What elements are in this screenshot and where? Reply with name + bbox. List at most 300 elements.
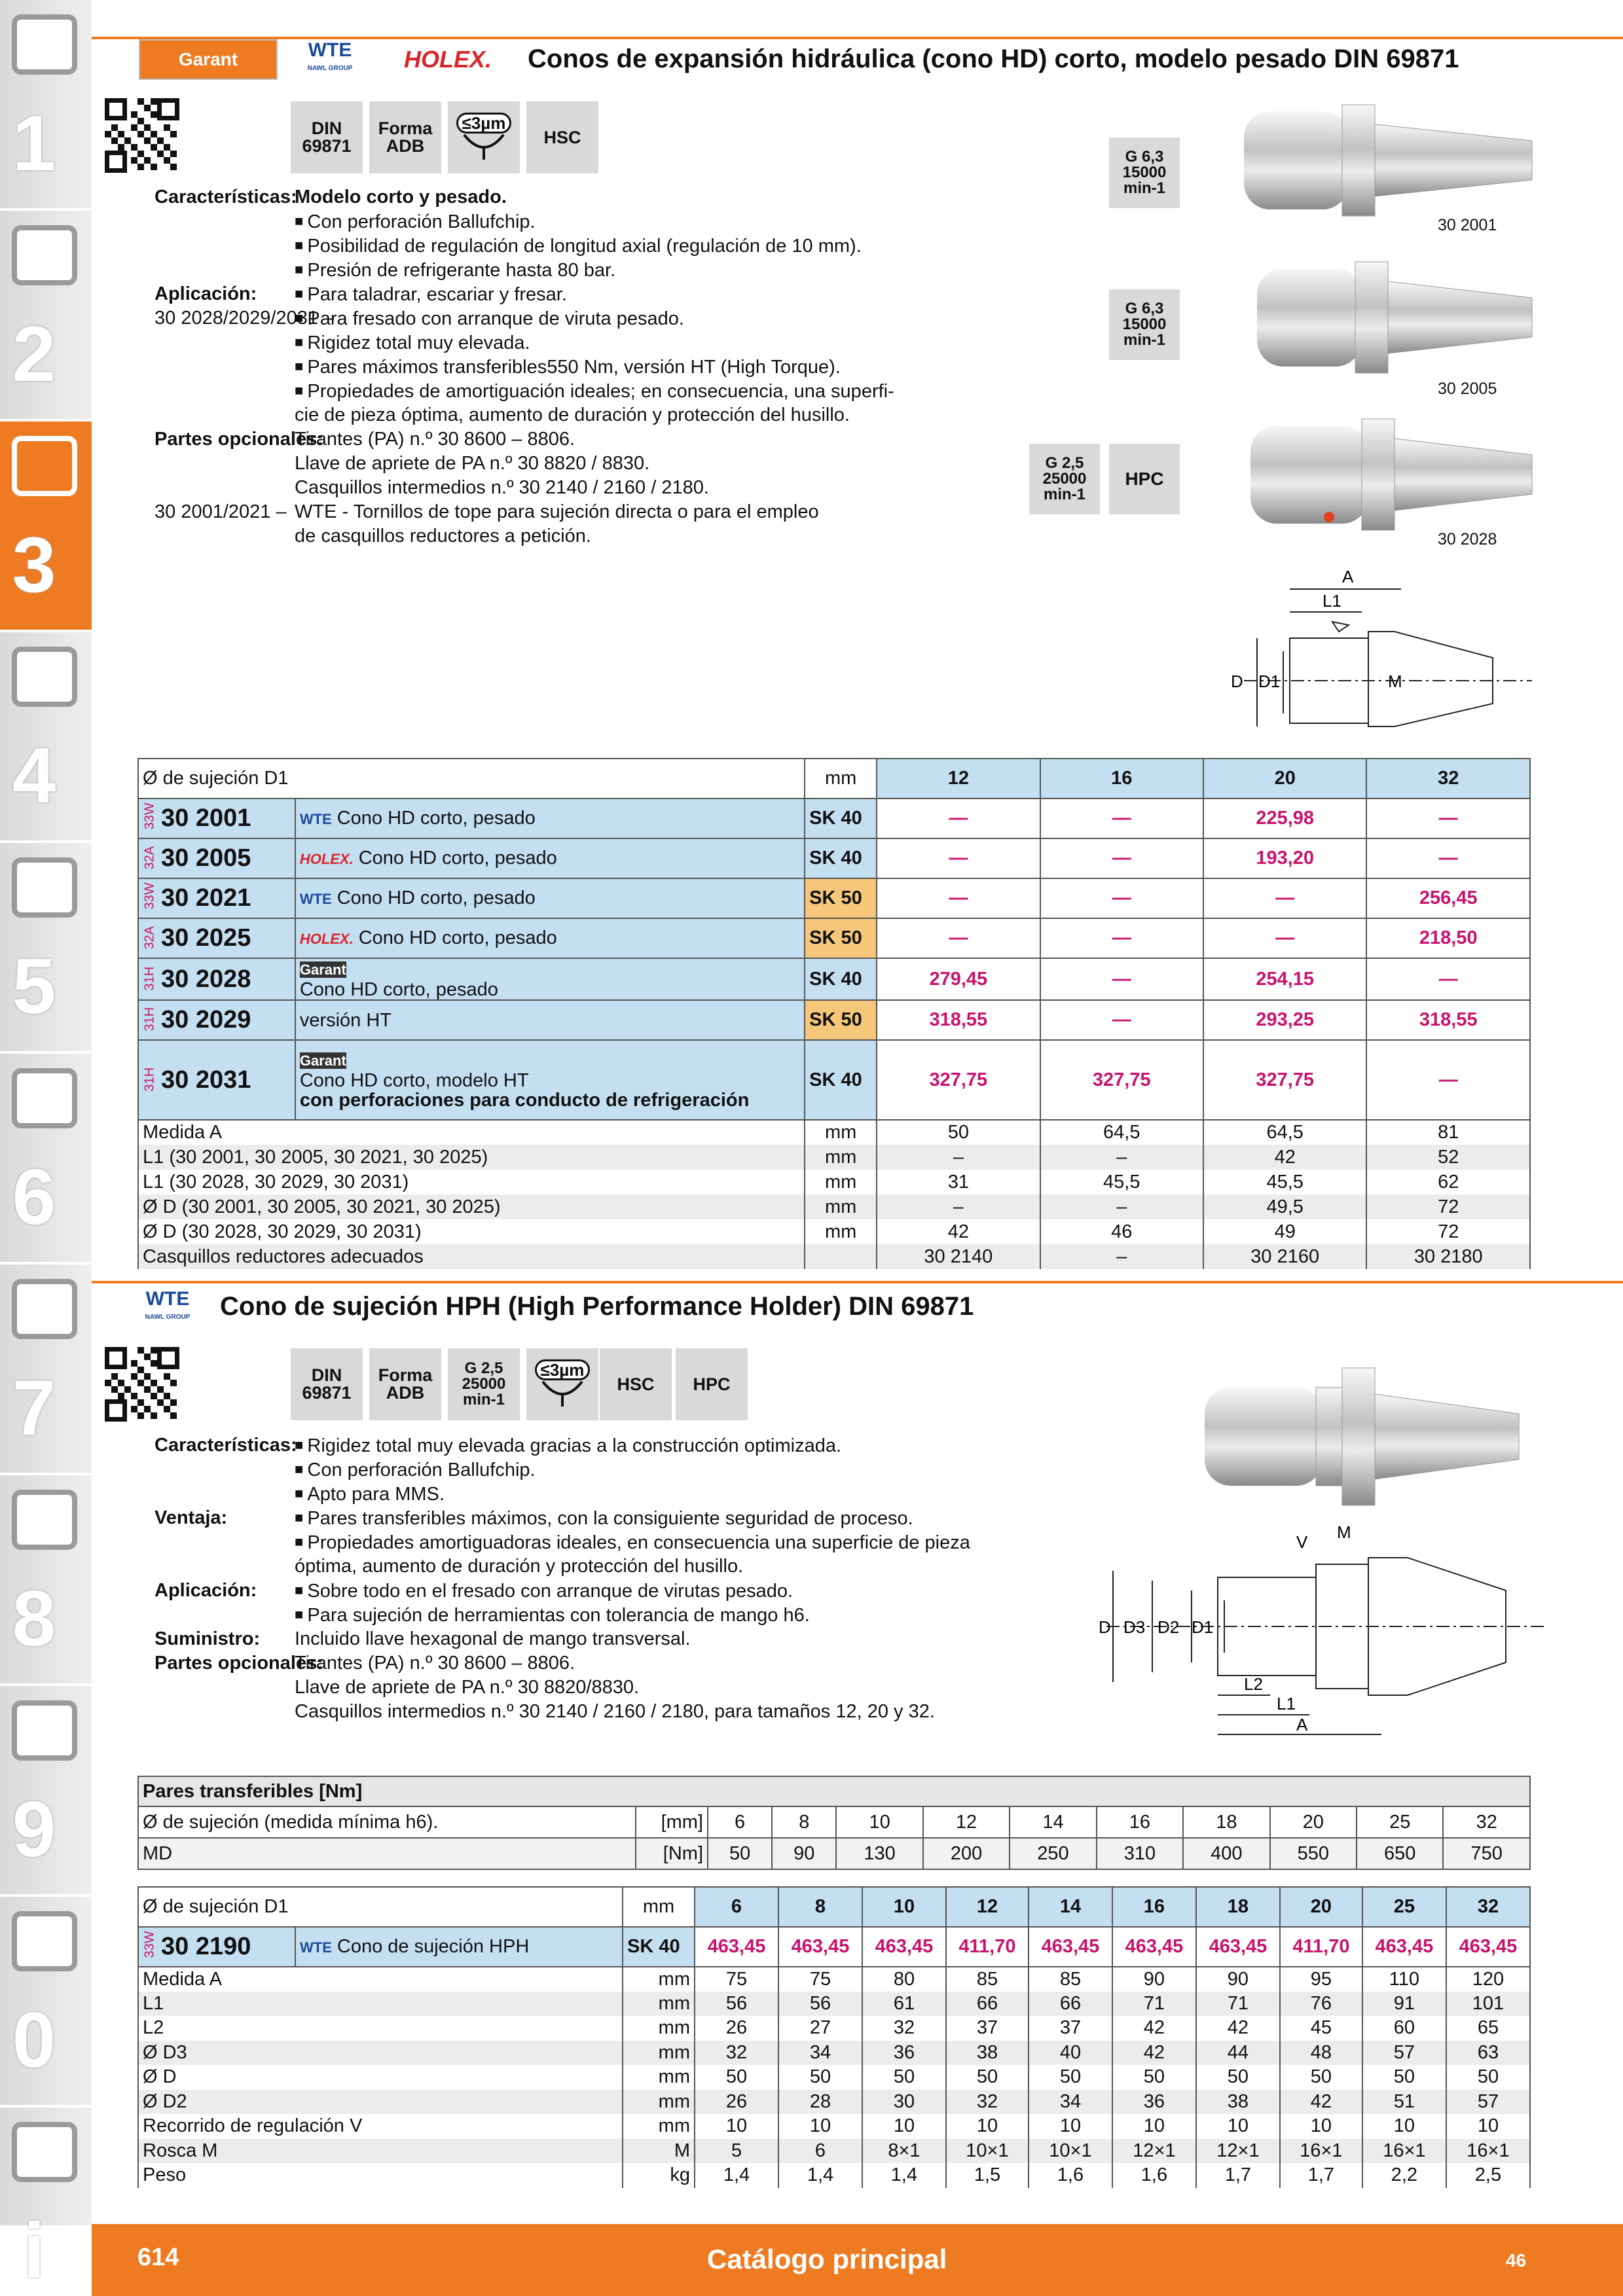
- dimension-value: 50: [877, 1120, 1040, 1145]
- product-description: Cono HD corto, pesado: [299, 979, 498, 1000]
- dimension-value: 85: [1029, 1967, 1112, 1992]
- dimension-value: 10×1: [1029, 2139, 1112, 2164]
- wte-logo: [300, 39, 360, 80]
- header-col: 20: [1280, 1887, 1362, 1927]
- chapter-number: 6: [12, 1153, 56, 1241]
- dimension-unit: mm: [805, 1194, 877, 1219]
- page-number: 614: [137, 2244, 179, 2271]
- price-code: 33W: [142, 1931, 157, 1958]
- product-description: Cono HD corto, modelo HT: [299, 1070, 529, 1091]
- safety-glasses-icon: [12, 1911, 77, 1971]
- dimension-row: [138, 1244, 1530, 1269]
- dimension-label: Ø D3: [138, 2041, 623, 2066]
- article-cell: [138, 878, 295, 918]
- speed-badge-1-text: G 6,3 15000 min-1: [1122, 148, 1167, 197]
- drill-icon: [12, 14, 77, 75]
- dimension-value: 66: [946, 1992, 1029, 2017]
- header-col: 20: [1203, 759, 1366, 798]
- feature-text: Tirantes (PA) n.º 30 8600 – 8806.: [295, 1653, 575, 1674]
- price-cell: 463,45: [778, 1927, 862, 1967]
- torque-row: [138, 1806, 1530, 1838]
- article-cell: [138, 838, 295, 878]
- dimension-value: 10: [1446, 2114, 1530, 2139]
- dimension-value: 57: [1446, 2090, 1530, 2115]
- header-col: 25: [1362, 1887, 1446, 1927]
- taper-size: SK 40: [805, 958, 877, 1000]
- torque-value: 32: [1443, 1806, 1530, 1838]
- header-col: 14: [1029, 1887, 1112, 1927]
- chapter-number: 7: [12, 1364, 56, 1452]
- dimension-value: 38: [1196, 2090, 1280, 2115]
- dimension-value: 45,5: [1203, 1170, 1366, 1194]
- chapter-tab-7[interactable]: [0, 1265, 92, 1475]
- speed-badge-2-text: G 6,3 15000 min-1: [1122, 300, 1167, 349]
- sheet-number: 46: [1506, 2250, 1527, 2270]
- description-cell: [295, 838, 805, 878]
- dimension-row: [138, 1120, 1530, 1145]
- dimension-row: [138, 2114, 1530, 2139]
- header-col: 16: [1040, 759, 1203, 798]
- dimension-value: 32: [695, 2041, 778, 2066]
- dimension-value: 72: [1366, 1219, 1530, 1244]
- dimension-value: 8×1: [862, 2139, 946, 2164]
- dimension-unit: [805, 1244, 877, 1269]
- feature-text: ■ Pares máximos transferibles550 Nm, versión HT (High Torque).: [295, 355, 841, 379]
- feature-text: ■ Presión de refrigerante hasta 80 bar.: [295, 258, 615, 282]
- chapter-tab-1[interactable]: [0, 0, 92, 211]
- image-caption-1: 30 2001: [1438, 216, 1497, 234]
- feature-label: Características:: [155, 1435, 297, 1456]
- price-cell: 218,50: [1366, 918, 1530, 958]
- dimension-value: 16×1: [1362, 2139, 1446, 2164]
- feature-text: ■ Sobre todo en el fresado con arranque de virutas pesado.: [295, 1579, 793, 1603]
- speed-badge-1: [1109, 137, 1180, 208]
- taper-size: SK 50: [805, 878, 877, 918]
- dimension-row: [138, 1219, 1530, 1244]
- dimension-value: 63: [1446, 2041, 1530, 2066]
- feature-text: ■ Con perforación Ballufchip.: [295, 1458, 536, 1482]
- feature-text: Casquillos intermedios n.º 30 2140 / 2160 / 2180.: [295, 477, 709, 498]
- chapter-tab-i[interactable]: [0, 2108, 92, 2296]
- brand-logo: WTE: [300, 1939, 332, 1956]
- dimension-value: 36: [862, 2041, 946, 2066]
- drawing-d-label: D: [1231, 672, 1243, 691]
- chapter-tab-5[interactable]: [0, 843, 92, 1054]
- runout-badge: [448, 101, 520, 173]
- dimension-value: 12×1: [1112, 2139, 1196, 2164]
- dimension-row: [138, 1145, 1530, 1170]
- toolcase-icon: [12, 1490, 77, 1550]
- dimension-value: 50: [1446, 2065, 1530, 2090]
- torque-title-row: [138, 1776, 1530, 1806]
- header-col: 18: [1196, 1887, 1280, 1927]
- brand-logo: HOLEX.: [299, 930, 354, 947]
- dimension-value: 64,5: [1040, 1120, 1203, 1145]
- product-description: Cono HD corto, pesado: [358, 927, 557, 948]
- qr-code-2[interactable]: [105, 1347, 179, 1422]
- product-description-2: con perforaciones para conducto de refrigeración: [299, 1090, 750, 1111]
- price-code: 31H: [142, 1067, 157, 1091]
- speed-badge-3-text: G 2,5 25000 min-1: [1042, 454, 1087, 503]
- dimension-value: 110: [1362, 1967, 1446, 1992]
- product-image-302001: [1224, 92, 1539, 236]
- dimension-value: 75: [778, 1967, 862, 1992]
- dimension-row: [138, 2139, 1530, 2164]
- dimension-value: 26: [695, 2090, 778, 2115]
- torque-value: 20: [1270, 1806, 1357, 1838]
- table-row[interactable]: [138, 1000, 1530, 1040]
- torque-value: 12: [923, 1806, 1010, 1838]
- feature-label: Aplicación:: [155, 283, 257, 304]
- article-number[interactable]: 30 2190: [161, 1933, 251, 1960]
- chapter-number: 4: [12, 732, 56, 819]
- insert-icon: [12, 225, 77, 285]
- article-number[interactable]: 30 2031: [161, 1066, 251, 1094]
- dimension-row: [138, 2163, 1530, 2188]
- dimension-value: 2,2: [1362, 2163, 1446, 2188]
- chapter-tab-8[interactable]: [0, 1475, 92, 1686]
- table-row[interactable]: [138, 798, 1530, 838]
- dimension-value: 6: [778, 2139, 862, 2164]
- chapter-number: 9: [12, 1785, 56, 1873]
- torque-label: Ø de sujeción (medida mínima h6).: [138, 1806, 636, 1838]
- dimension-value: 10: [778, 2114, 862, 2139]
- dimension-label: Ø D: [138, 2065, 623, 2090]
- feature-text: ■ Propiedades de amortiguación ideales; en consecuencia, una superfi-: [295, 379, 894, 403]
- torque-value: 250: [1010, 1838, 1096, 1869]
- dimension-label: L1 (30 2001, 30 2005, 30 2021, 30 2025): [138, 1145, 805, 1170]
- price-cell: —: [1366, 838, 1530, 878]
- table-row[interactable]: [138, 958, 1530, 1000]
- feature-text: Llave de apriete de PA n.º 30 8820/8830.: [295, 1677, 640, 1698]
- qr-code[interactable]: [105, 98, 179, 173]
- article-cell: [138, 918, 295, 958]
- dimension-label: Rosca M: [138, 2139, 623, 2164]
- price-cell: 463,45: [1196, 1927, 1280, 1967]
- taper-size: SK 40: [805, 1040, 877, 1120]
- speed-badge-3: [1029, 444, 1100, 514]
- torque-value: 14: [1010, 1806, 1096, 1838]
- taper-size: SK 40: [805, 798, 877, 838]
- dimension-unit: mm: [623, 2114, 695, 2139]
- price-table-1: [137, 758, 1531, 1269]
- dimension-value: 56: [695, 1992, 778, 2017]
- speed-badge-2: [1109, 289, 1180, 360]
- feature-text: óptima, aumento de duración y protección del husillo.: [295, 1556, 744, 1577]
- article-cell: [138, 798, 295, 838]
- description-cell: [295, 958, 805, 1000]
- torque-value: 200: [923, 1838, 1010, 1869]
- dimension-unit: mm: [623, 1992, 695, 2017]
- dimension-value: 1,6: [1112, 2163, 1196, 2188]
- dimension-unit: mm: [805, 1145, 877, 1170]
- dimension-unit: mm: [623, 1967, 695, 1992]
- dimension-label: Ø D (30 2001, 30 2005, 30 2021, 30 2025): [138, 1194, 805, 1219]
- feature-text: de casquillos reductores a petición.: [295, 526, 591, 547]
- header-col: 32: [1446, 1887, 1530, 1927]
- dimension-value: 61: [862, 1992, 946, 2017]
- chapter-number: 2: [12, 310, 56, 398]
- chapter-tab-4[interactable]: [0, 632, 92, 843]
- brand-logo: Garant: [299, 961, 346, 978]
- chapter-number: 5: [12, 942, 56, 1030]
- chapter-tab-6[interactable]: [0, 1054, 92, 1265]
- dimension-label: L1: [138, 1992, 623, 2017]
- dimension-row: [138, 1967, 1530, 1992]
- feature-label: Características:: [155, 187, 297, 207]
- wrench-icon: [12, 1068, 77, 1128]
- dimension-value: 30 2160: [1203, 1244, 1366, 1269]
- runout-badge-2: [526, 1348, 598, 1420]
- dimension-value: 44: [1196, 2041, 1280, 2066]
- dimension-value: 10: [862, 2114, 946, 2139]
- dimension-value: 10: [1112, 2114, 1196, 2139]
- dimension-label: Medida A: [138, 1967, 623, 1992]
- price-code: 31H: [142, 966, 157, 990]
- dimension-value: –: [877, 1194, 1040, 1219]
- feature-text: Casquillos intermedios n.º 30 2140 / 2160 / 2180, para tamaños 12, 20 y 32.: [295, 1701, 935, 1722]
- feature-text: ■ Para sujeción de herramientas con tolerancia de mango h6.: [295, 1603, 810, 1627]
- dimension-value: 50: [946, 2065, 1029, 2090]
- dimension-value: 27: [778, 2016, 862, 2041]
- dimension-value: 42: [877, 1219, 1040, 1244]
- drawing2-d1-label: D1: [1192, 1617, 1214, 1637]
- dimension-value: 81: [1366, 1120, 1530, 1145]
- feature-label: Suministro:: [155, 1628, 261, 1649]
- g-badge-2: G 2,5 25000 min-1: [448, 1348, 520, 1420]
- torque-value: 90: [772, 1838, 836, 1869]
- dimension-value: 50: [778, 2065, 862, 2090]
- dimension-value: 10: [1029, 2114, 1112, 2139]
- drawing2-l2-label: L2: [1244, 1674, 1263, 1694]
- dimension-value: 42: [1203, 1145, 1366, 1170]
- dimension-label: L2: [138, 2016, 623, 2041]
- taper-size: SK 50: [805, 918, 877, 958]
- drawing2-d2-label: D2: [1158, 1617, 1180, 1637]
- taper-size: SK 50: [805, 1000, 877, 1040]
- product-description: versión HT: [299, 1009, 392, 1031]
- article-number[interactable]: 30 2025: [161, 924, 251, 952]
- header-label: Ø de sujeción D1: [138, 1887, 623, 1927]
- drawing-a-label: A: [1342, 567, 1354, 586]
- dimension-value: 42: [1196, 2016, 1280, 2041]
- feature-label: 30 2001/2021 –: [155, 501, 287, 522]
- header-col: 8: [778, 1887, 862, 1927]
- price-cell: 463,45: [1362, 1927, 1446, 1967]
- holex-logo: HOLEX.: [403, 46, 492, 73]
- table-row[interactable]: [138, 1040, 1530, 1120]
- torque-value: 8: [772, 1806, 836, 1838]
- article-cell: [138, 1000, 295, 1040]
- feature-text: cie de pieza óptima, aumento de duración y protección del husillo.: [295, 404, 850, 425]
- torque-value: 550: [1270, 1838, 1357, 1869]
- runout-icon: [461, 134, 507, 162]
- price-cell: —: [877, 918, 1040, 958]
- dimension-value: 1,7: [1196, 2163, 1280, 2188]
- feature-text: ■ Propiedades amortiguadoras ideales, en consecuencia una superficie de pieza: [295, 1530, 970, 1554]
- header-col: 12: [877, 759, 1040, 798]
- dimension-value: 10×1: [946, 2139, 1029, 2164]
- dimension-value: 1,4: [778, 2163, 862, 2188]
- technical-drawing-1: [1218, 560, 1545, 743]
- dimension-label: Ø D (30 2028, 30 2029, 30 2031): [138, 1219, 805, 1244]
- wte-logo-2-sub: NAWL GROUP: [145, 1314, 191, 1321]
- price-cell: 318,55: [877, 1000, 1040, 1040]
- dimension-value: 50: [1029, 2065, 1112, 2090]
- article-number[interactable]: 30 2001: [161, 804, 251, 832]
- price-code: 33W: [142, 882, 157, 910]
- header-label: Ø de sujeción D1: [138, 759, 805, 798]
- hpc-badge: HPC: [1109, 444, 1180, 514]
- dimension-value: 60: [1362, 2016, 1446, 2041]
- dimension-value: 37: [946, 2016, 1029, 2041]
- dimension-value: 50: [1112, 2065, 1196, 2090]
- article-number[interactable]: 30 2028: [161, 965, 251, 993]
- table-row[interactable]: [138, 1927, 1530, 1967]
- dimension-value: 10: [1196, 2114, 1280, 2139]
- price-cell: 279,45: [877, 958, 1040, 1000]
- drawing2-l1-label: L1: [1277, 1694, 1296, 1713]
- feature-text: WTE - Tornillos de tope para sujeción directa o para el empleo: [295, 501, 819, 522]
- drawing2-m-label: M: [1337, 1522, 1351, 1542]
- image-caption-2: 30 2005: [1438, 380, 1497, 398]
- brand-logo: WTE: [299, 890, 332, 907]
- dimension-value: 52: [1366, 1145, 1530, 1170]
- dimension-value: 66: [1029, 1992, 1112, 2017]
- brand-logo: HOLEX.: [299, 850, 354, 867]
- footer: [92, 2224, 1623, 2296]
- dimension-value: 32: [946, 2090, 1029, 2115]
- torque-value: 310: [1097, 1838, 1183, 1869]
- brand-logo: WTE: [299, 810, 332, 827]
- article-number[interactable]: 30 2029: [161, 1006, 251, 1033]
- dimension-unit: mm: [623, 2041, 695, 2066]
- dimension-value: 50: [695, 2065, 778, 2090]
- header-col: 6: [695, 1887, 778, 1927]
- dimension-value: 38: [946, 2041, 1029, 2066]
- price-code: 31H: [142, 1007, 157, 1031]
- dimension-value: 31: [877, 1170, 1040, 1194]
- feature-text: Tirantes (PA) n.º 30 8600 – 8806.: [295, 429, 575, 450]
- dimension-label: Ø D2: [138, 2090, 623, 2115]
- dimension-value: 62: [1366, 1170, 1530, 1194]
- drawing-m-label: M: [1388, 672, 1402, 691]
- dimension-value: –: [877, 1145, 1040, 1170]
- dimension-value: 10: [946, 2114, 1029, 2139]
- dimension-value: 10: [1362, 2114, 1446, 2139]
- chapter-tab-9[interactable]: [0, 1686, 92, 1897]
- drawing2-v-label: V: [1296, 1532, 1308, 1552]
- dimension-row: [138, 1194, 1530, 1219]
- dimension-value: 1,7: [1280, 2163, 1362, 2188]
- table-row[interactable]: [138, 878, 1530, 918]
- table-row[interactable]: [138, 918, 1530, 958]
- torque-value: 400: [1183, 1838, 1269, 1869]
- dimension-value: 16×1: [1446, 2139, 1530, 2164]
- dimension-value: 90: [1196, 1967, 1280, 1992]
- runout-label: ≤3µm: [456, 113, 512, 134]
- torque-unit: [Nm]: [636, 1838, 708, 1869]
- price-cell: —: [1203, 878, 1366, 918]
- chapter-number: 1: [12, 99, 56, 187]
- table-row[interactable]: [138, 838, 1530, 878]
- drawing2-d-label: D: [1099, 1617, 1111, 1637]
- dimension-label: Medida A: [138, 1120, 805, 1145]
- dimension-value: 90: [1112, 1967, 1196, 1992]
- table-header-row: [138, 759, 1530, 798]
- brand-logo: Garant: [299, 1052, 346, 1069]
- dimension-value: 85: [946, 1967, 1029, 1992]
- dimension-value: 80: [862, 1967, 946, 1992]
- price-cell: —: [1040, 878, 1203, 918]
- chapter-number: 8: [12, 1575, 56, 1662]
- price-cell: 463,45: [695, 1927, 778, 1967]
- dimension-value: 64,5: [1203, 1120, 1366, 1145]
- price-cell: —: [1040, 838, 1203, 878]
- article-number[interactable]: 30 2005: [161, 844, 251, 872]
- dimension-value: 1,4: [862, 2163, 946, 2188]
- taper-size: SK 40: [805, 838, 877, 878]
- dimension-unit: mm: [805, 1170, 877, 1194]
- dimension-value: 91: [1362, 1992, 1446, 2017]
- price-cell: 293,25: [1203, 1000, 1366, 1040]
- runout-icon-2: [539, 1380, 585, 1409]
- feature-text: ■ Para fresado con arranque de viruta pesado.: [295, 306, 684, 331]
- article-cell: [138, 1040, 295, 1120]
- dimension-value: 36: [1112, 2090, 1196, 2115]
- price-cell: —: [877, 838, 1040, 878]
- table-header-row: [138, 1887, 1530, 1927]
- torque-value: 650: [1357, 1838, 1443, 1869]
- chapter-tab-0[interactable]: [0, 1897, 92, 2108]
- wte-logo-2: [137, 1288, 198, 1329]
- description-cell: [295, 1040, 805, 1120]
- feature-text: ■ Con perforación Ballufchip.: [295, 209, 536, 234]
- feature-label: Partes opcionales:: [155, 429, 323, 450]
- dimension-value: 30: [862, 2090, 946, 2115]
- dimension-value: 30 2140: [877, 1244, 1040, 1269]
- feature-text: Llave de apriete de PA n.º 30 8820 / 8830.: [295, 453, 650, 474]
- forma-badge-2: Forma ADB: [369, 1348, 441, 1420]
- dimension-row: [138, 2016, 1530, 2041]
- dimension-value: 75: [695, 1967, 778, 1992]
- dimension-value: 1,6: [1029, 2163, 1112, 2188]
- dimension-value: 26: [695, 2016, 778, 2041]
- dimension-value: 46: [1040, 1219, 1203, 1244]
- chapter-number: 3: [12, 521, 56, 609]
- catalog-title: Catálogo principal: [707, 2244, 947, 2274]
- price-cell: 463,45: [1446, 1927, 1530, 1967]
- article-number[interactable]: 30 2021: [161, 884, 251, 912]
- price-cell: 225,98: [1203, 798, 1366, 838]
- chapter-tab-2[interactable]: [0, 211, 92, 422]
- chapter-tab-3[interactable]: [0, 422, 92, 632]
- dimension-value: 71: [1196, 1992, 1280, 2017]
- price-cell: —: [1366, 798, 1530, 838]
- dimension-value: 28: [778, 2090, 862, 2115]
- header-unit: mm: [805, 759, 877, 798]
- dimension-value: 42: [1112, 2016, 1196, 2041]
- header-col: 16: [1112, 1887, 1196, 1927]
- dimension-value: 37: [1029, 2016, 1112, 2041]
- dimension-value: 65: [1446, 2016, 1530, 2041]
- torque-value: 130: [836, 1838, 922, 1869]
- header-col: 10: [862, 1887, 946, 1927]
- price-code: 33W: [142, 802, 157, 830]
- caliper-icon: [12, 647, 77, 707]
- price-cell: —: [1040, 958, 1203, 1000]
- drawing2-d3-label: D3: [1123, 1617, 1146, 1637]
